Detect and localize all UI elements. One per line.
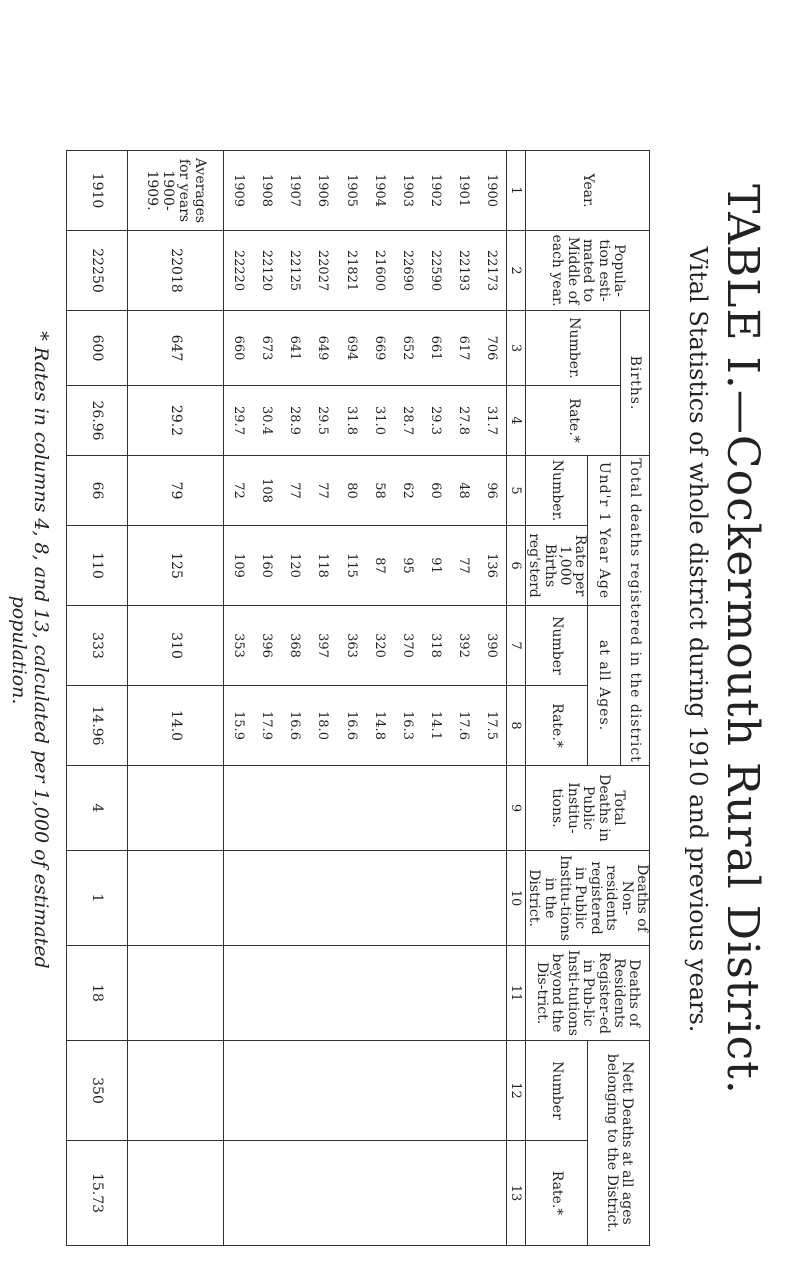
year-header: Year.	[525, 151, 649, 231]
averages-row	[128, 151, 224, 1246]
table-cell	[478, 946, 507, 1041]
institutions-header: Total Deaths in Public Institu-tions.	[525, 766, 649, 851]
table-cell: 21821	[337, 231, 365, 311]
table-cell	[449, 851, 477, 946]
table-cell: 706	[478, 311, 507, 386]
table-cell	[393, 946, 421, 1041]
table-cell: 77	[281, 456, 309, 526]
table-cell: 318	[421, 606, 449, 686]
table-cell	[253, 1141, 281, 1246]
year-cell: 1901	[449, 151, 477, 231]
table-cell: 370	[393, 606, 421, 686]
table-cell	[224, 1041, 253, 1141]
table-cell: 16.6	[281, 686, 309, 766]
year-cell: 1905	[337, 151, 365, 231]
table-cell: 77	[309, 456, 337, 526]
table-cell: 48	[449, 456, 477, 526]
table-cell: 96	[478, 456, 507, 526]
year-cell: 1900	[478, 151, 507, 231]
table-cell: 22125	[281, 231, 309, 311]
table-cell	[478, 1141, 507, 1246]
table-cell: 333	[67, 606, 128, 686]
table-cell: 22590	[421, 231, 449, 311]
table-cell: 58	[365, 456, 393, 526]
table-cell: 118	[309, 526, 337, 606]
table-cell: 62	[393, 456, 421, 526]
page-title: TABLE I.—Cockermouth Rural District.	[717, 184, 768, 1095]
table-body	[224, 151, 507, 1246]
table-cell: 22173	[478, 231, 507, 311]
table-cell: 396	[253, 606, 281, 686]
table-cell	[253, 1041, 281, 1141]
column-number: 1	[506, 151, 525, 231]
column-number: 6	[506, 526, 525, 606]
table-cell: 649	[309, 311, 337, 386]
column-number: 8	[506, 686, 525, 766]
nonresidents-header: Deaths of Non-residents registered in Public Institu-tions in the District.	[525, 851, 649, 946]
table-cell	[365, 851, 393, 946]
table-row	[224, 151, 253, 1246]
column-number: 7	[506, 606, 525, 686]
total-deaths-header: Total deaths registered in the district	[621, 456, 650, 766]
table-cell	[478, 1041, 507, 1141]
table-cell: 72	[224, 456, 253, 526]
table-cell: 350	[67, 1041, 128, 1141]
year-cell: 1909	[224, 151, 253, 231]
table-cell	[309, 1041, 337, 1141]
column-number: 5	[506, 456, 525, 526]
year-cell: 1904	[365, 151, 393, 231]
table-cell: 14.0	[128, 686, 224, 766]
table-cell: 4	[67, 766, 128, 851]
table-cell: 694	[337, 311, 365, 386]
table-cell	[449, 766, 477, 851]
table-cell: 31.0	[365, 386, 393, 456]
table-cell: 673	[253, 311, 281, 386]
table-cell: 29.2	[128, 386, 224, 456]
allages-rate-header: Rate.*	[525, 686, 588, 766]
table-cell	[128, 1041, 224, 1141]
table-cell: 363	[337, 606, 365, 686]
table-cell	[309, 851, 337, 946]
table-cell: 160	[253, 526, 281, 606]
table-cell	[309, 1141, 337, 1246]
table-cell	[281, 851, 309, 946]
current-year: 1910	[67, 151, 128, 231]
table-cell	[478, 851, 507, 946]
table-cell	[365, 1141, 393, 1246]
table-cell	[337, 851, 365, 946]
page-subtitle: Vital Statistics of whole district during 1910 and previous years.	[684, 246, 712, 1033]
table-cell: 28.9	[281, 386, 309, 456]
table-cell: 652	[393, 311, 421, 386]
table-cell: 16.3	[393, 686, 421, 766]
table-cell: 397	[309, 606, 337, 686]
table-row	[281, 151, 309, 1246]
under1-rate-header: Rate per 1,000 Births reg'sterd	[525, 526, 588, 606]
year-cell: 1906	[309, 151, 337, 231]
table-cell	[309, 766, 337, 851]
table-cell: 28.7	[393, 386, 421, 456]
table-cell: 136	[478, 526, 507, 606]
table-cell: 29.5	[309, 386, 337, 456]
column-number: 11	[506, 946, 525, 1041]
table-cell: 29.3	[421, 386, 449, 456]
table-cell: 95	[393, 526, 421, 606]
nett-number-header: Number	[525, 1041, 588, 1141]
table-cell	[337, 1141, 365, 1246]
table-cell	[365, 766, 393, 851]
table-cell: 66	[67, 456, 128, 526]
table-cell: 87	[365, 526, 393, 606]
table-cell: 21600	[365, 231, 393, 311]
table-cell: 30.4	[253, 386, 281, 456]
column-number: 4	[506, 386, 525, 456]
table-cell: 22690	[393, 231, 421, 311]
table-cell	[253, 946, 281, 1041]
table-cell	[128, 851, 224, 946]
table-cell: 600	[67, 311, 128, 386]
table-cell: 115	[337, 526, 365, 606]
table-cell: 669	[365, 311, 393, 386]
table-cell: 31.8	[337, 386, 365, 456]
table-cell	[337, 766, 365, 851]
under1-number-header: Number.	[525, 456, 588, 526]
table-cell: 79	[128, 456, 224, 526]
table-cell: 26.96	[67, 386, 128, 456]
table-cell	[393, 1141, 421, 1246]
table-cell	[128, 946, 224, 1041]
table-cell: 110	[67, 526, 128, 606]
table-cell	[449, 1041, 477, 1141]
table-cell	[281, 1141, 309, 1246]
year-cell: 1907	[281, 151, 309, 231]
table-cell: 368	[281, 606, 309, 686]
births-header: Births.	[621, 311, 650, 456]
table-cell: 120	[281, 526, 309, 606]
table-cell: 29.7	[224, 386, 253, 456]
table-cell: 17.9	[253, 686, 281, 766]
table-cell: 18.0	[309, 686, 337, 766]
averages-label: Averages for years 1900-1909.	[128, 151, 224, 231]
table-cell: 310	[128, 606, 224, 686]
table-cell	[224, 946, 253, 1041]
column-number: 13	[506, 1141, 525, 1246]
table-cell: 661	[421, 311, 449, 386]
table-cell	[281, 1041, 309, 1141]
table-cell	[421, 1041, 449, 1141]
table-cell: 109	[224, 526, 253, 606]
table-cell: 60	[421, 456, 449, 526]
table-cell: 15.9	[224, 686, 253, 766]
table-cell: 77	[449, 526, 477, 606]
table-cell: 18	[67, 946, 128, 1041]
table-cell: 320	[365, 606, 393, 686]
table-cell: 125	[128, 526, 224, 606]
vital-statistics-table	[66, 150, 650, 1246]
table-cell	[128, 1141, 224, 1246]
table-cell: 91	[421, 526, 449, 606]
year-cell: 1903	[393, 151, 421, 231]
nett-rate-header: Rate.*	[525, 1141, 588, 1246]
table-row	[365, 151, 393, 1246]
table-cell: 353	[224, 606, 253, 686]
column-number: 3	[506, 311, 525, 386]
table-cell	[253, 766, 281, 851]
table-cell: 80	[337, 456, 365, 526]
births-number-header: Number.	[525, 311, 620, 386]
table-row	[337, 151, 365, 1246]
year-cell: 1908	[253, 151, 281, 231]
table-cell	[337, 946, 365, 1041]
table-cell: 22193	[449, 231, 477, 311]
table-cell: 392	[449, 606, 477, 686]
table-row	[253, 151, 281, 1246]
table-cell	[224, 851, 253, 946]
table-cell: 17.5	[478, 686, 507, 766]
table-cell: 108	[253, 456, 281, 526]
under1-header: Und'r 1 Year Age	[588, 456, 621, 606]
current-year-row	[67, 151, 128, 1246]
table-cell	[281, 766, 309, 851]
table-cell	[281, 946, 309, 1041]
table-cell: 390	[478, 606, 507, 686]
table-cell	[421, 1141, 449, 1246]
table-cell: 22120	[253, 231, 281, 311]
allages-header: at all Ages.	[588, 606, 621, 766]
table-cell	[478, 766, 507, 851]
table-cell	[421, 766, 449, 851]
table-cell: 27.8	[449, 386, 477, 456]
table-cell	[309, 946, 337, 1041]
table-row	[478, 151, 507, 1246]
table-cell	[393, 766, 421, 851]
residents-header: Deaths of Residents Register-ed in Pub-lic Insti-tutions beyond the Dis-trict.	[525, 946, 649, 1041]
table-cell	[224, 1141, 253, 1246]
table-cell	[365, 946, 393, 1041]
population-header: Popula-tion esti-mated to Middle of each year.	[525, 231, 649, 311]
table-cell: 31.7	[478, 386, 507, 456]
column-number: 12	[506, 1041, 525, 1141]
table-cell: 22250	[67, 231, 128, 311]
table-cell: 15.73	[67, 1141, 128, 1246]
table-row	[393, 151, 421, 1246]
table-cell: 14.96	[67, 686, 128, 766]
column-number-row	[506, 151, 525, 1246]
column-number: 9	[506, 766, 525, 851]
table-row	[309, 151, 337, 1246]
table-cell: 17.6	[449, 686, 477, 766]
table-cell	[128, 766, 224, 851]
table-cell	[393, 851, 421, 946]
table-cell: 22018	[128, 231, 224, 311]
table-cell: 16.6	[337, 686, 365, 766]
table-row	[421, 151, 449, 1246]
allages-number-header: Number	[525, 606, 588, 686]
table-cell: 1	[67, 851, 128, 946]
column-number: 10	[506, 851, 525, 946]
nett-deaths-header: Nett Deaths at all ages belonging to the District.	[588, 1041, 650, 1246]
table-cell	[449, 1141, 477, 1246]
table-cell	[421, 946, 449, 1041]
table-cell: 647	[128, 311, 224, 386]
table-cell: 22220	[224, 231, 253, 311]
table-cell	[365, 1041, 393, 1141]
table-cell	[337, 1041, 365, 1141]
footnote: * Rates in columns 4, 8, and 13, calculated per 1,000 of estimated population.	[8, 331, 52, 969]
table-cell: 14.1	[421, 686, 449, 766]
table-cell	[253, 851, 281, 946]
table-cell	[449, 946, 477, 1041]
table-cell: 641	[281, 311, 309, 386]
table-cell: 660	[224, 311, 253, 386]
table-cell: 617	[449, 311, 477, 386]
table-cell: 22027	[309, 231, 337, 311]
year-cell: 1902	[421, 151, 449, 231]
table-cell: 14.8	[365, 686, 393, 766]
column-number: 2	[506, 231, 525, 311]
table-cell	[224, 766, 253, 851]
table-row	[449, 151, 477, 1246]
table-cell	[421, 851, 449, 946]
births-rate-header: Rate.*	[525, 386, 620, 456]
table-cell	[393, 1041, 421, 1141]
